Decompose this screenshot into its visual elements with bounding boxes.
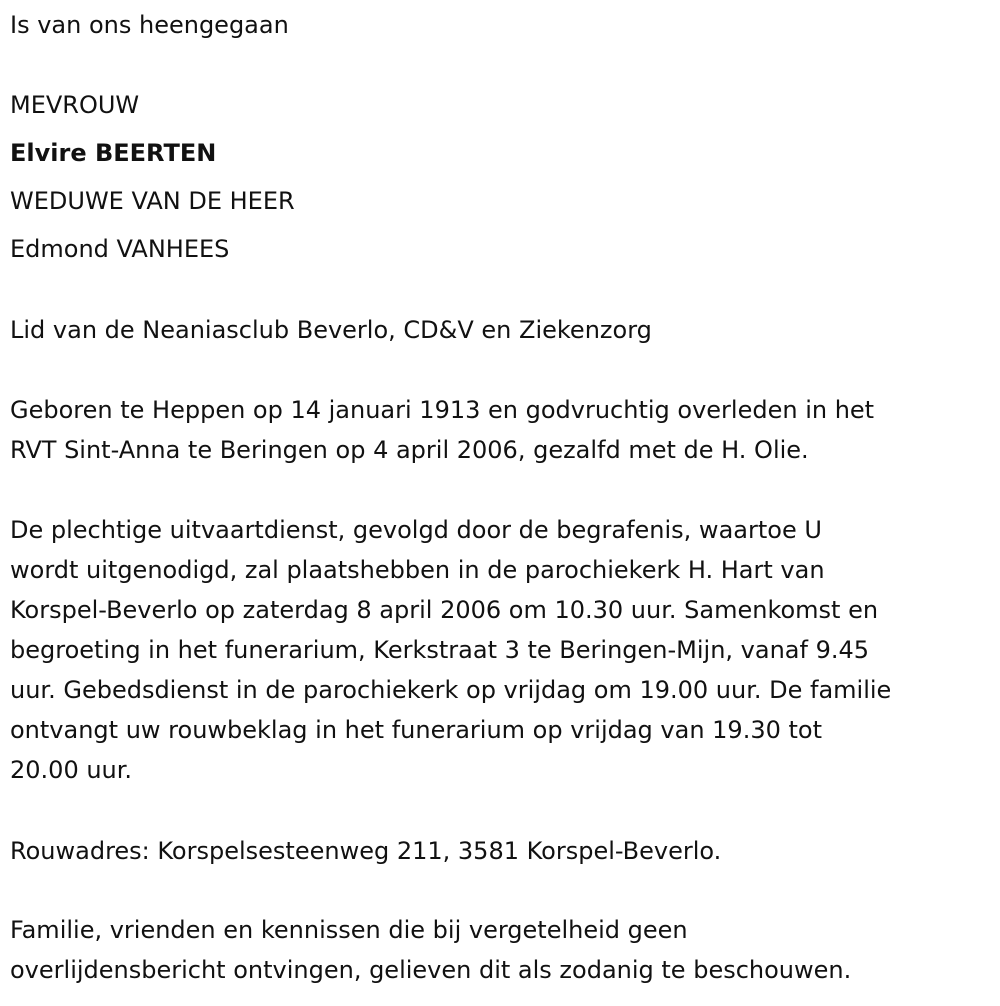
service-line: ontvangt uw rouwbeklag in het funerarium op vrijdag van 19.30 tot — [10, 716, 823, 744]
birth-death-line: Geboren te Heppen op 14 januari 1913 en godvruchtig overleden in het — [10, 396, 875, 424]
intro-text: Is van ons heengegaan — [10, 11, 289, 39]
service-line: 20.00 uur. — [10, 756, 133, 784]
service-line: De plechtige uitvaartdienst, gevolgd door de begrafenis, waartoe U — [10, 516, 822, 544]
membership-text: Lid van de Neaniasclub Beverlo, CD&V en Ziekenzorg — [10, 316, 652, 344]
closing-line: overlijdensbericht ontvingen, gelieven dit als zodanig te beschouwen. — [10, 956, 852, 984]
service-line: begroeting in het funerarium, Kerkstraat 3 te Beringen-Mijn, vanaf 9.45 — [10, 636, 870, 664]
service-line: uur. Gebedsdienst in de parochiekerk op vrijdag om 19.00 uur. De familie — [10, 676, 892, 704]
spouse-name: Edmond VANHEES — [10, 235, 230, 263]
birth-death-line: RVT Sint-Anna te Beringen op 4 april 2006, gezalfd met de H. Olie. — [10, 436, 809, 464]
mourning-address: Rouwadres: Korspelsesteenweg 211, 3581 Korspel-Beverlo. — [10, 837, 722, 865]
widow-of-label: WEDUWE VAN DE HEER — [10, 187, 295, 215]
service-line: Korspel-Beverlo op zaterdag 8 april 2006 om 10.30 uur. Samenkomst en — [10, 596, 879, 624]
title-prefix: MEVROUW — [10, 91, 140, 119]
closing-line: Familie, vrienden en kennissen die bij vergetelheid geen — [10, 916, 688, 944]
deceased-name: Elvire BEERTEN — [10, 139, 217, 167]
service-line: wordt uitgenodigd, zal plaatshebben in de parochiekerk H. Hart van — [10, 556, 825, 584]
